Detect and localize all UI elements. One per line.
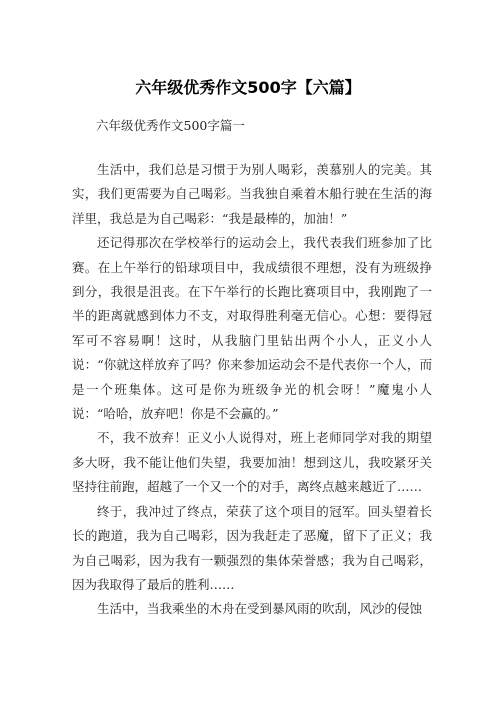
document-body (72, 158, 432, 622)
paragraph: 终于，我冲过了终点，荣获了这个项目的冠军。回头望着长长的跑道，我为自己喝彩，因为我赶走了恶魔，留下了正义；我为自己喝彩，因为我有一颗强烈的集体荣誉感；我为自己喝彩，因为我取得了最后的胜利…… (72, 503, 432, 592)
paragraph: 生活中，我们总是习惯于为别人喝彩，羡慕别人的完美。其实，我们更需要为自己喝彩。当我独自乘着木船行驶在生活的海洋里，我总是为自己喝彩：“我是最棒的，加油！” (72, 162, 432, 226)
paragraph: 不，我不放弃！正义小人说得对，班上老师同学对我的期望多大呀，我不能让他们失望，我要加油！想到这儿，我咬紧牙关坚持往前跑，超越了一个又一个的对手，离终点越来越近了…… (72, 430, 432, 495)
document-title: 六年级优秀作文500字【六篇】 (135, 78, 361, 97)
paragraph: 生活中，当我乘坐的木舟在受到暴风雨的吹刮，风沙的侵蚀 (97, 601, 423, 617)
document-subtitle: 六年级优秀作文500字篇一 (96, 118, 245, 133)
paragraph: 还记得那次在学校举行的运动会上，我代表我们班参加了比赛。在上午举行的铅球项目中，我成绩很不理想，没有为班级挣到分，我很是沮丧。在下午举行的长跑比赛项目中，我刚跑了一半的距离就感到体力不支，对取得胜利毫无信心。心想：要得冠军可不容易啊！这时，从我脑门里钻出两个小人，正义小人说：“你就这样放弃了吗？你来参加运动会不是代表你一个人，而是一个班集体。这可是你为班级争光的机会呀！”魔鬼小人说：“哈哈，放弃吧！你是不会赢的。” (72, 235, 432, 422)
